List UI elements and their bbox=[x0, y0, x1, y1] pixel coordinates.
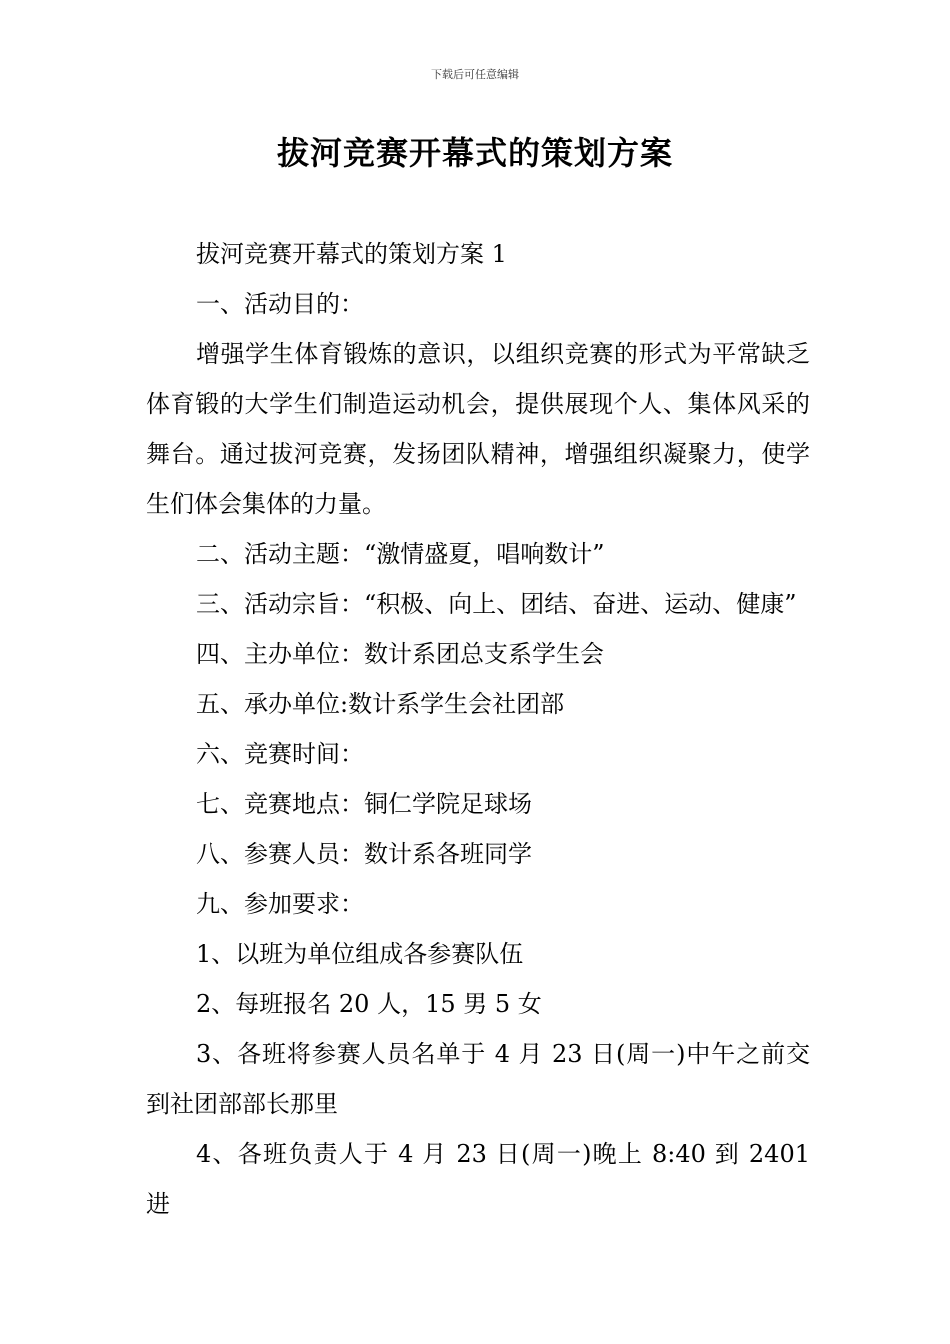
header-note: 下载后可任意编辑 bbox=[431, 68, 519, 81]
paragraph-purpose: 增强学生体育锻炼的意识，以组织竞赛的形式为平常缺乏体育锻的大学生们制造运动机会，提供展现个人、集体风采的舞台。通过拔河竞赛，发扬团队精神，增强组织凝聚力，使学生们体会集体的力量。 bbox=[146, 340, 810, 518]
document-body bbox=[146, 229, 810, 1229]
paragraph-item-2: 2、每班报名 20 人，15 男 5 女 bbox=[196, 990, 542, 1018]
document-title: 拔河竞赛开幕式的策划方案 bbox=[276, 134, 673, 172]
paragraph-subtitle: 拔河竞赛开幕式的策划方案 1 bbox=[196, 240, 507, 268]
paragraph-section-2: 二、活动主题：“激情盛夏，唱响数计” bbox=[196, 540, 605, 568]
paragraph-section-6: 六、竞赛时间： bbox=[196, 740, 364, 768]
paragraph-section-8: 八、参赛人员：数计系各班同学 bbox=[196, 840, 532, 868]
paragraph-section-7: 七、竞赛地点：铜仁学院足球场 bbox=[196, 790, 532, 818]
paragraph-item-1: 1、以班为单位组成各参赛队伍 bbox=[196, 940, 524, 968]
paragraph-section-1: 一、活动目的： bbox=[196, 290, 364, 318]
paragraph-item-3: 3、各班将参赛人员名单于 4 月 23 日(周一)中午之前交到社团部部长那里 bbox=[146, 1040, 810, 1118]
paragraph-section-9: 九、参加要求： bbox=[196, 890, 364, 918]
paragraph-section-3: 三、活动宗旨：“积极、向上、团结、奋进、运动、健康” bbox=[196, 590, 797, 618]
paragraph-section-4: 四、主办单位：数计系团总支系学生会 bbox=[196, 640, 604, 668]
paragraph-section-5: 五、承办单位:数计系学生会社团部 bbox=[196, 690, 565, 718]
paragraph-item-4: 4、各班负责人于 4 月 23 日(周一)晚上 8:40 到 2401 进 bbox=[146, 1140, 810, 1218]
